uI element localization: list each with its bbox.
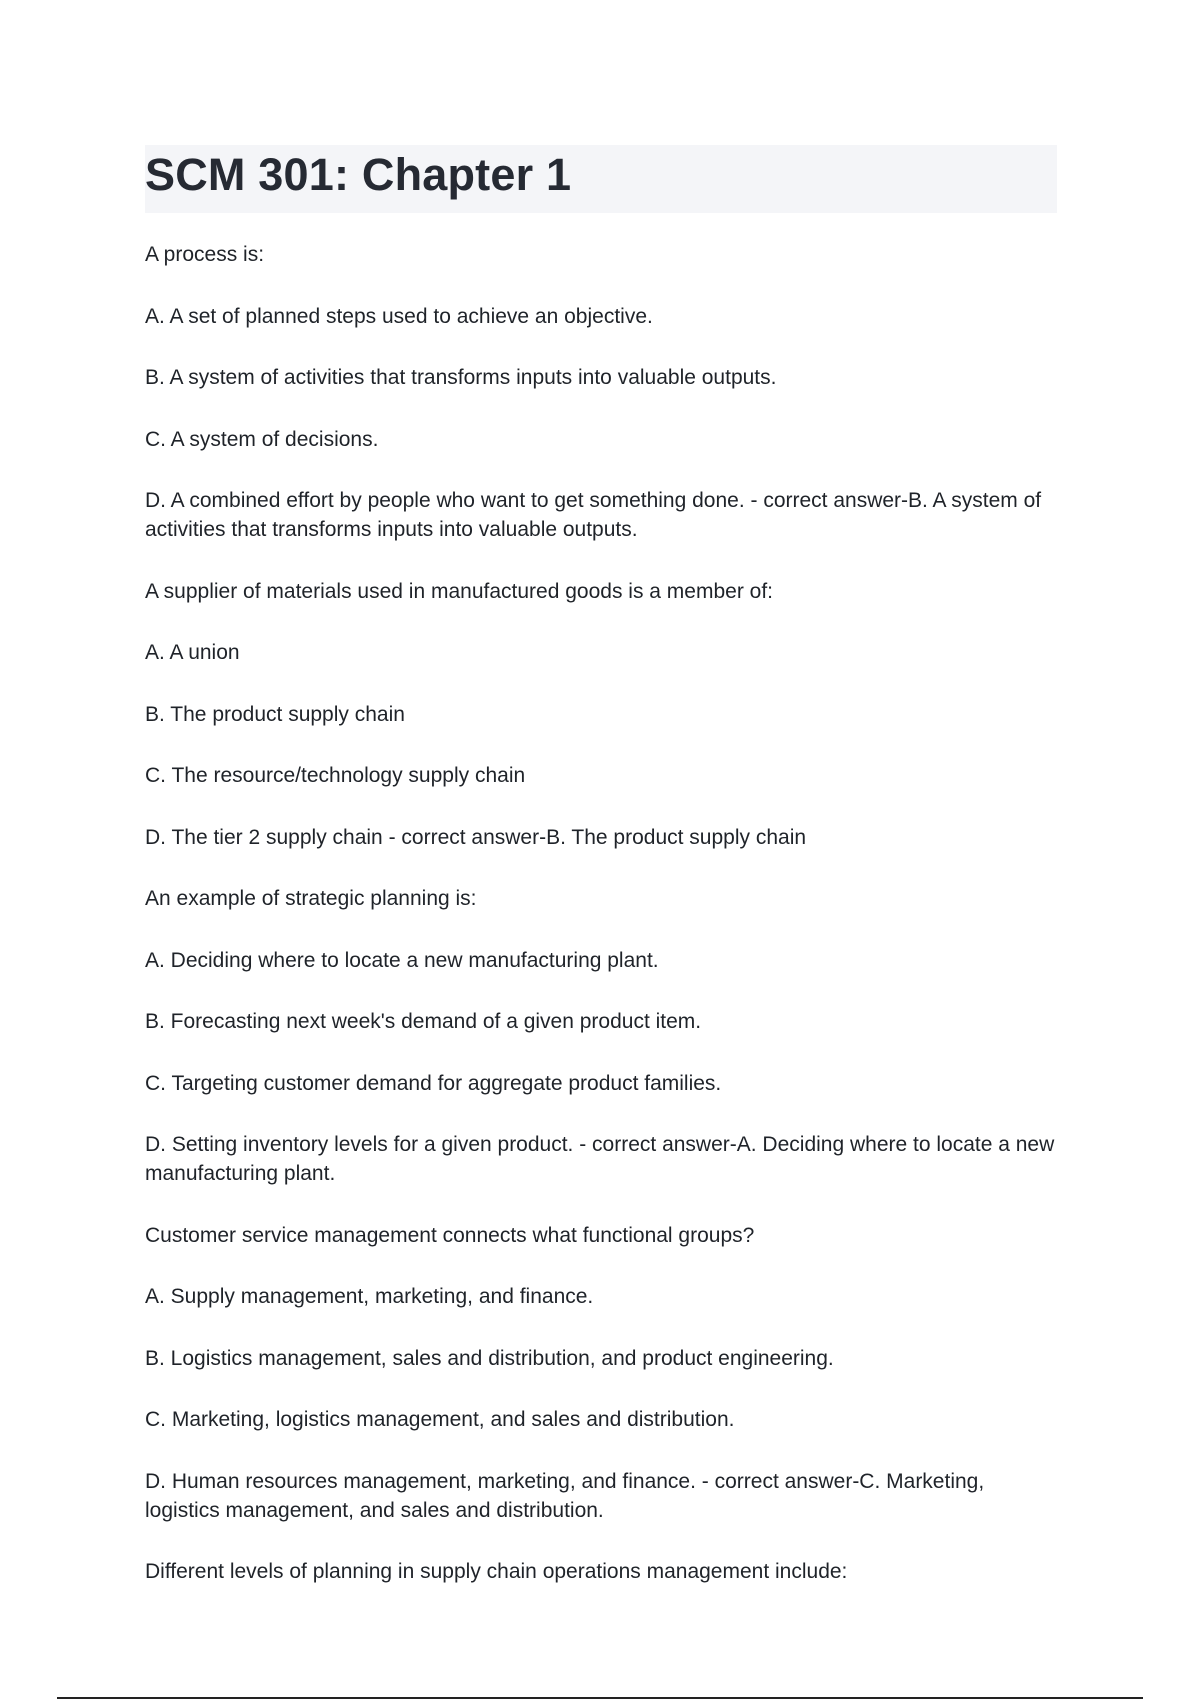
- answer-option: A. A union: [145, 641, 240, 664]
- answer-option: C. Targeting customer demand for aggregate product families.: [145, 1071, 722, 1095]
- answer-option: B. Logistics management, sales and distribution, and product engineering.: [145, 1346, 834, 1370]
- answer-option: A. Deciding where to locate a new manufacturing plant.: [145, 948, 659, 972]
- question-stem: A process is:: [145, 243, 265, 266]
- answer-option: C. The resource/technology supply chain: [145, 764, 526, 787]
- answer-option: A. A set of planned steps used to achieve an objective.: [145, 304, 653, 328]
- question-stem: An example of strategic planning is:: [145, 887, 477, 910]
- question-stem: Different levels of planning in supply chain operations management include:: [145, 1560, 848, 1583]
- answer-option-with-key: D. Human resources management, marketing, and finance. - correct answer-C. Marketing, logistics management, and sales and distribution.: [145, 1469, 985, 1522]
- answer-option: C. A system of decisions.: [145, 427, 379, 451]
- title-bar: [145, 145, 1057, 213]
- answer-option: B. Forecasting next week's demand of a given product item.: [145, 1010, 702, 1033]
- page-title: SCM 301: Chapter 1: [145, 149, 572, 200]
- answer-option-with-key: D. A combined effort by people who want to get something done. - correct answer-B. A system of activities that transforms inputs into valuable outputs.: [145, 489, 1042, 541]
- footer-divider: [57, 1697, 1143, 1699]
- answer-option: C. Marketing, logistics management, and sales and distribution.: [145, 1408, 735, 1431]
- document-body: [145, 240, 1060, 1619]
- answer-option: B. A system of activities that transforms inputs into valuable outputs.: [145, 366, 777, 389]
- answer-option: B. The product supply chain: [145, 702, 405, 726]
- question-stem: Customer service management connects what functional groups?: [145, 1223, 755, 1247]
- question-stem: A supplier of materials used in manufactured goods is a member of:: [145, 579, 773, 603]
- answer-option-with-key: D. Setting inventory levels for a given product. - correct answer-A. Deciding where to locate a new manufacturing plant.: [145, 1133, 1055, 1185]
- answer-option: A. Supply management, marketing, and finance.: [145, 1285, 594, 1308]
- answer-option-with-key: D. The tier 2 supply chain - correct answer-B. The product supply chain: [145, 825, 807, 849]
